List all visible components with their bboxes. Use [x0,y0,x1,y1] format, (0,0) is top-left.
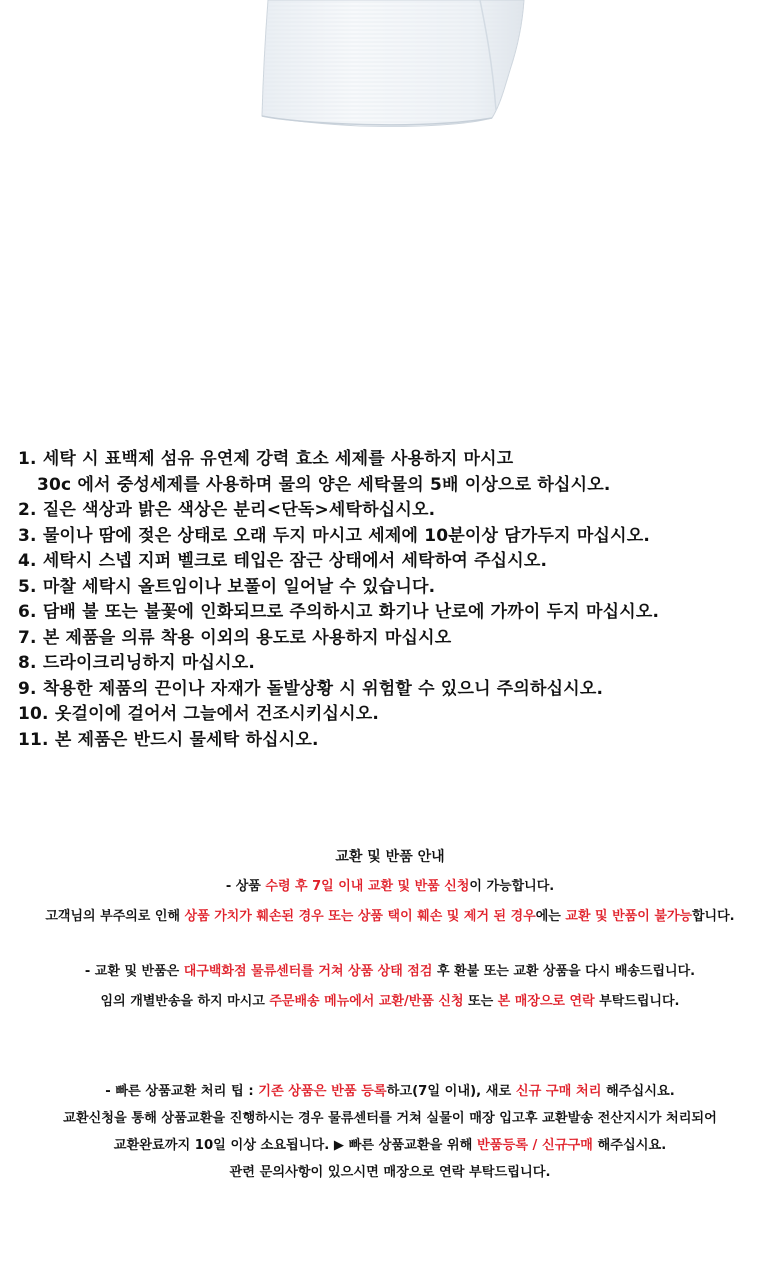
tip-line: - 빠른 상품교환 처리 팁 : 기존 상품은 반품 등록하고(7일 이내), 새로 신규 구매 처리 해주십시요. [105,1084,675,1099]
care-instructions-list [18,447,768,753]
care-item: 11. 본 제품은 반드시 물세탁 하십시오. [18,729,319,750]
care-item-continuation: 30c 에서 중성세제를 사용하며 물의 양은 세탁물의 5배 이상으로 하십시오. [37,474,611,495]
care-item: 5. 마찰 세탁시 올트임이나 보풀이 일어날 수 있습니다. [18,576,436,597]
notice-line: - 교환 및 반품은 대구백화점 물류센터를 거쳐 상품 상태 점검 후 환불 또는 교환 상품을 다시 배송드립니다. [84,964,696,979]
care-item: 4. 세탁시 스넵 지퍼 벨크로 테입은 잠근 상태에서 세탁하여 주십시오. [18,551,548,571]
tip-line: 교환완료까지 10일 이상 소요됩니다. ▶ 빠른 상품교환을 위해 반품등록 / 신규구매 해주십시요. [113,1138,667,1153]
care-item: 1. 세탁 시 표백제 섬유 유연제 강력 효소 세제를 사용하지 마시고 [18,449,514,469]
tip-line: 교환신청을 통해 상품교환을 진행하시는 경우 물류센터를 거쳐 실물이 매장 입고후 교환발송 전산지시가 처리되어 [63,1111,717,1126]
care-item: 7. 본 제품을 의류 착용 이외의 용도로 사용하지 마십시오 [18,627,452,648]
product-photo [0,0,780,160]
notice-line: 임의 개별반송을 하지 마시고 주문배송 메뉴에서 교환/반품 신청 또는 본 매장으로 연락 부탁드립니다. [100,994,680,1009]
care-item: 2. 짙은 색상과 밝은 색상은 분리<단독>세탁하십시오. [18,500,436,520]
notice-line: - 상품 수령 후 7일 이내 교환 및 반품 신청이 가능합니다. [225,879,555,894]
care-item: 8. 드라이크리닝하지 마십시오. [18,653,256,673]
care-item: 6. 담배 불 또는 불꽃에 인화되므로 주의하시고 화기나 난로에 가까이 두지 마십시오. [18,602,660,622]
notice-line: 고객님의 부주의로 인해 상품 가치가 훼손된 경우 또는 상품 택이 훼손 및 제거 된 경우에는 교환 및 반품이 불가능합니다. [45,909,735,924]
care-item: 10. 옷걸이에 걸어서 그늘에서 건조시키십시오. [18,704,380,724]
notice-title: 교환 및 반품 안내 [335,849,445,865]
tip-line: 관련 문의사항이 있으시면 매장으로 연락 부탁드립니다. [229,1165,551,1180]
care-item: 9. 착용한 제품의 끈이나 자재가 돌발상황 시 위험할 수 있으니 주의하십시오. [18,678,604,699]
quick-exchange-tip [0,1078,780,1186]
care-item: 3. 물이나 땀에 젖은 상태로 오래 두지 마시고 세제에 10분이상 담가두지 마십시오. [18,525,650,546]
exchange-return-notice [0,847,780,1186]
